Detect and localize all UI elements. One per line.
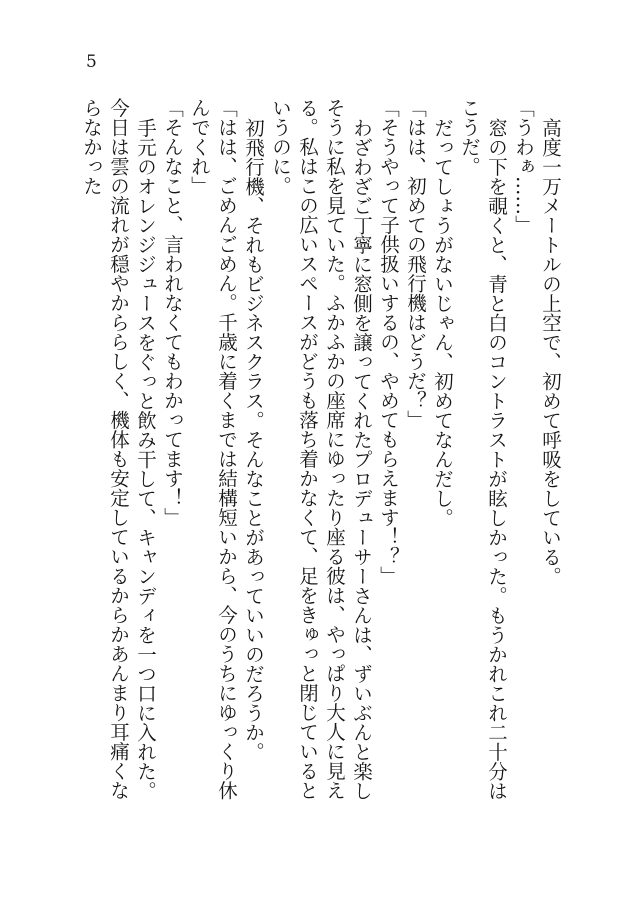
paragraph: 「はは、初めての飛行機はどうだ？」 bbox=[404, 98, 427, 430]
paragraph: 「そんなこと、言われなくてもわかってます！」 bbox=[161, 98, 184, 527]
paragraph: 「はは、ごめんごめん。千歳に着くまでは結構短いから、今のうちにゆっくり休んでくれ」 bbox=[188, 98, 238, 800]
paragraph: 高度一万メートルの上空で、初めて呼吸をしている。 bbox=[539, 117, 562, 586]
paragraph: 「そうやって子供扱いするの、やめてもらえます！？」 bbox=[377, 98, 400, 586]
page-number: 5 bbox=[86, 52, 97, 72]
paragraph: だってしょうがないじゃん、初めてなんだし。 bbox=[431, 117, 454, 527]
paragraph: 「うわぁ……」 bbox=[512, 98, 535, 235]
vertical-text-body bbox=[78, 98, 564, 808]
paragraph: 手元のオレンジジュースをぐっと飲み干して、キャンディを一つ口に入れた。今日は雲の流れが穏やかららしく、機体も安定しているからかあんまり耳痛くならなかった bbox=[80, 98, 157, 800]
paragraph: 窓の下を覗くと、青と白のコントラストが眩しかった。もうかれこれ二十分はこうだ。 bbox=[458, 98, 508, 800]
paragraph: わざわざご丁寧に窓側を譲ってくれたプロデューサーさんは、ずいぶんと楽しそうに私を見ていた。ふかふかの座席にゆったり座る彼は、やっぱり大人に見える。私はこの広いスペースがどうも落ち着かなくて、足をきゅっと閉じているというのに。 bbox=[269, 98, 373, 800]
paragraph: 初飛行機、それもビジネスクラス。そんなことがあっていいのだろうか。 bbox=[242, 117, 265, 761]
